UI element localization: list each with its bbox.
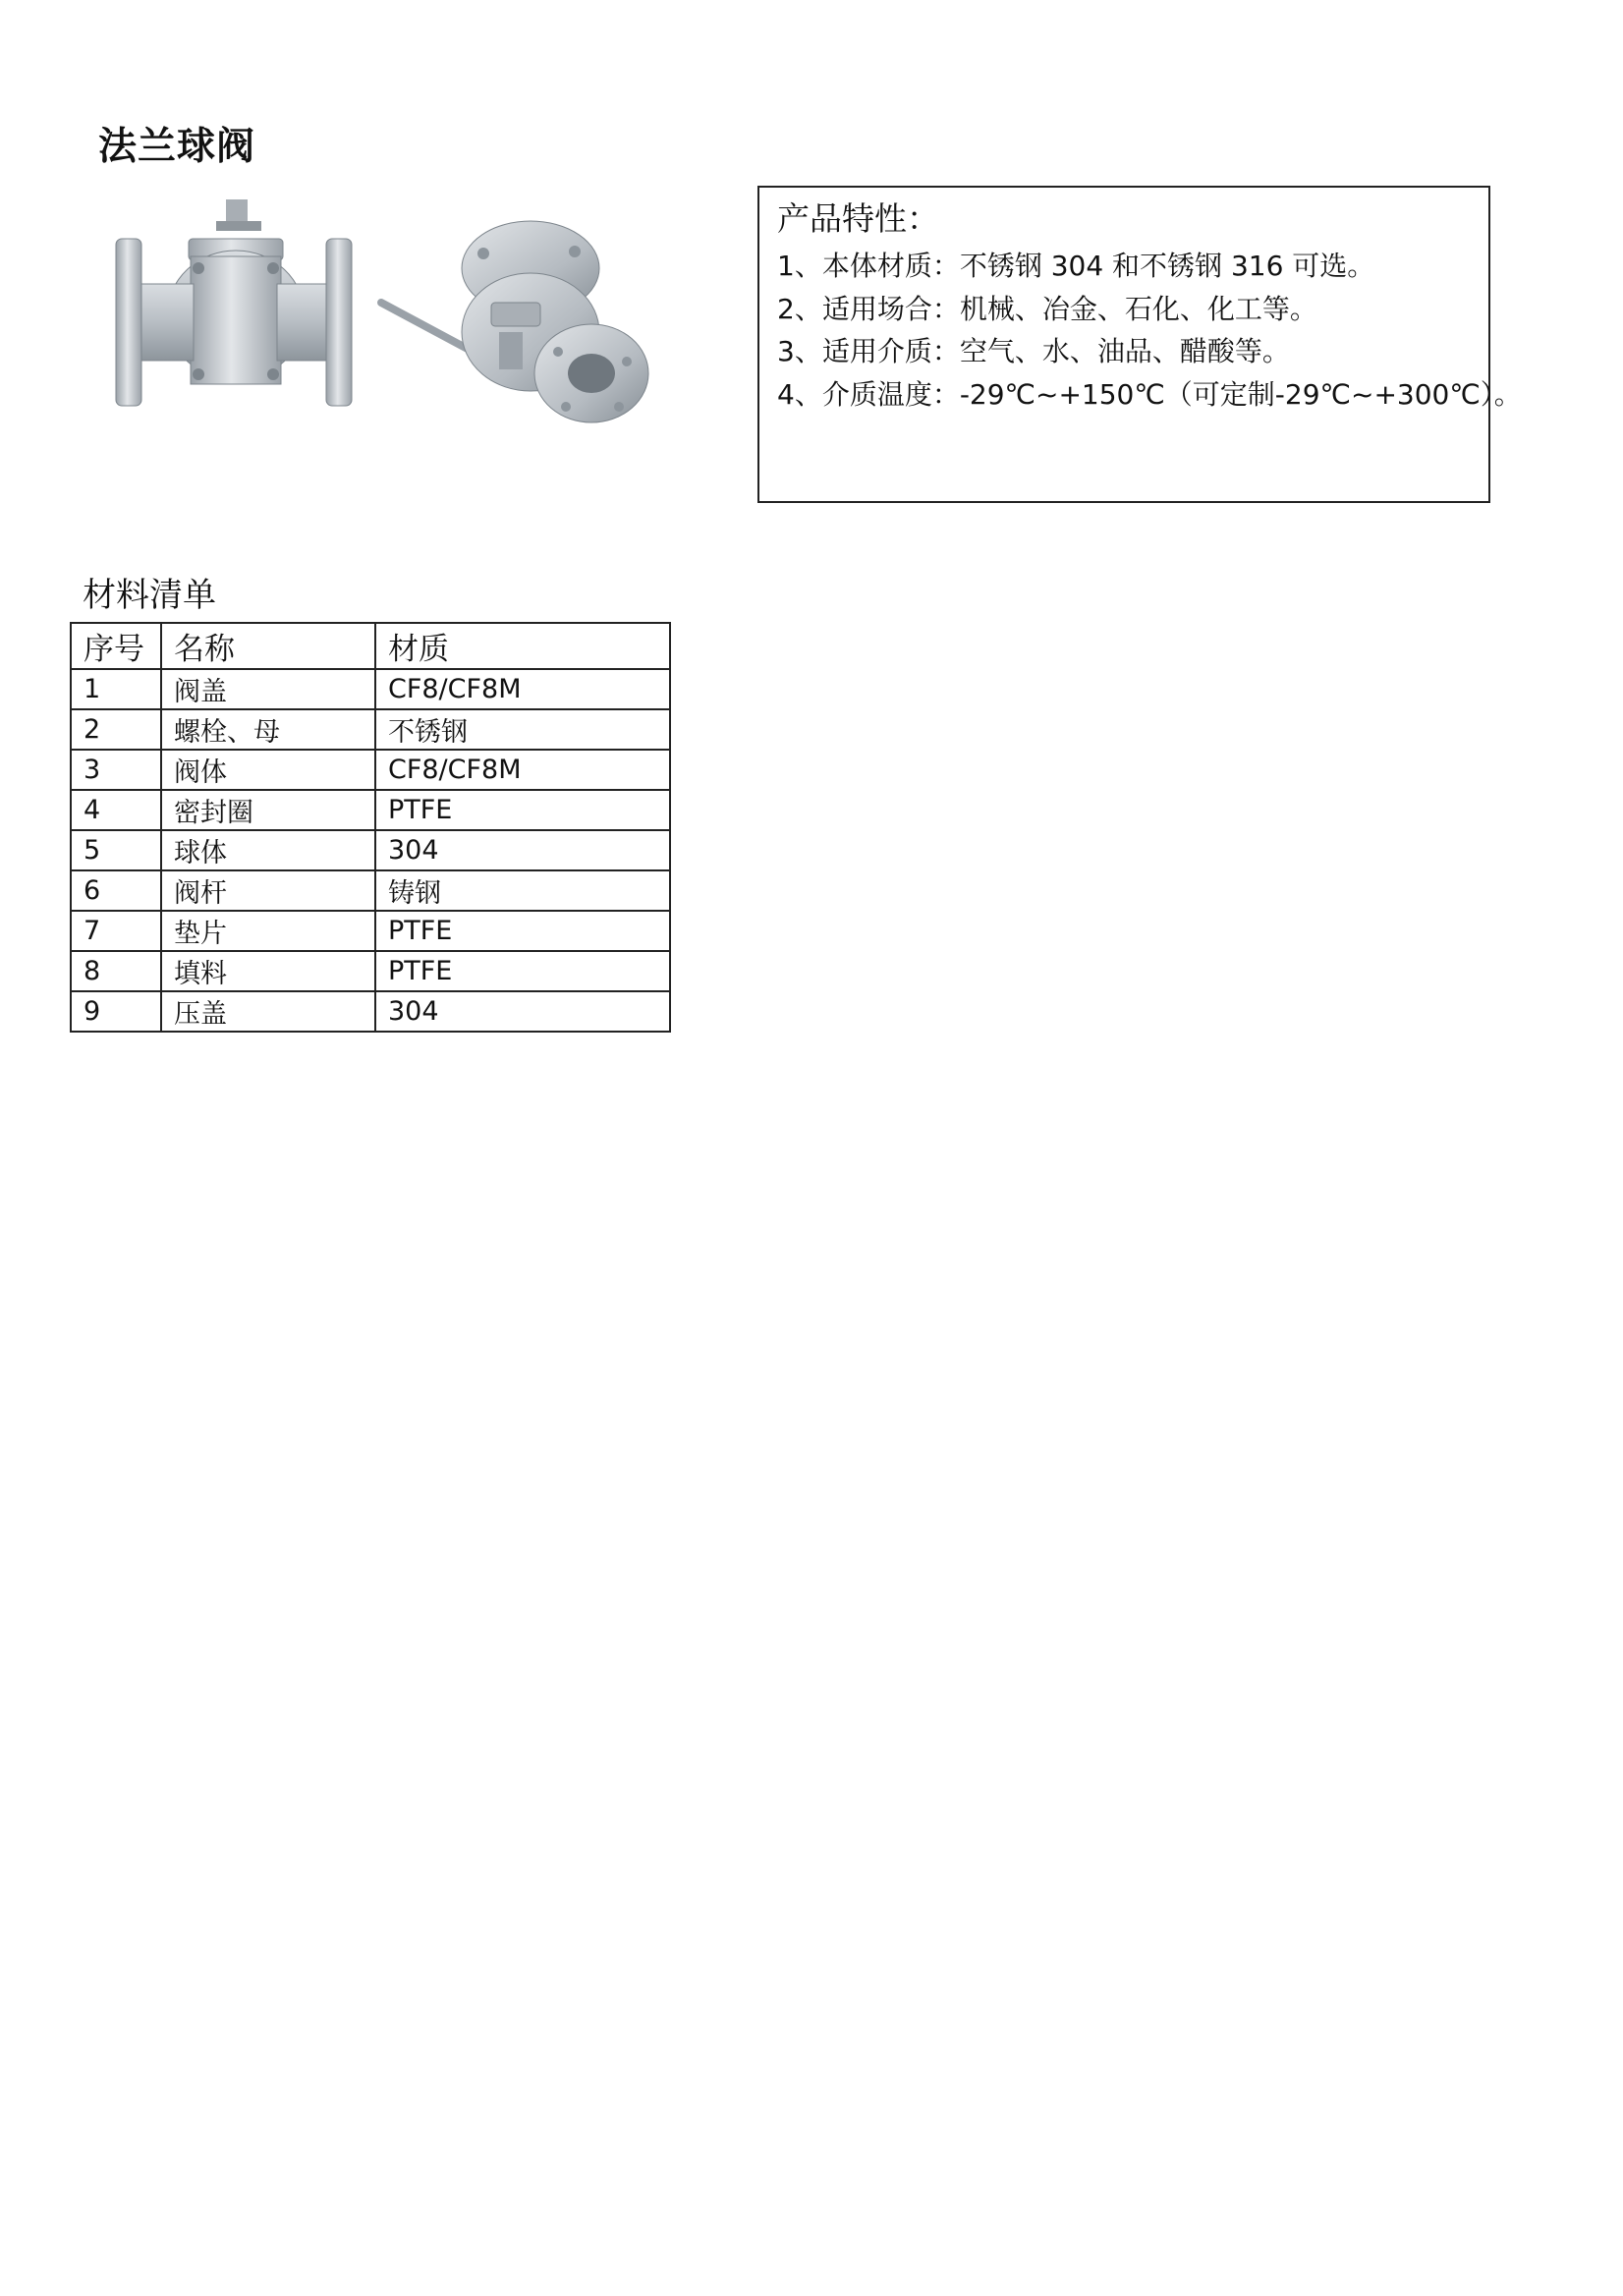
page-title: 法兰球阀 xyxy=(98,125,256,169)
row-index: 5 xyxy=(71,830,161,870)
row-material: PTFE xyxy=(375,790,670,830)
feature-item: 3、适用介质：空气、水、油品、醋酸等。 xyxy=(777,335,1290,367)
header-cell-index: 序号 xyxy=(71,623,161,669)
table-row xyxy=(71,951,670,991)
row-material: CF8/CF8M xyxy=(375,669,670,709)
table-header-row xyxy=(71,623,670,669)
row-material: 铸钢 xyxy=(375,870,670,911)
row-part-name: 填料 xyxy=(161,951,375,991)
row-index: 2 xyxy=(71,709,161,750)
row-material: 不锈钢 xyxy=(375,709,670,750)
row-part-name: 垫片 xyxy=(161,911,375,951)
valve-angled-photo xyxy=(373,214,650,425)
features-heading: 产品特性： xyxy=(777,199,939,238)
row-index: 3 xyxy=(71,750,161,790)
row-index: 1 xyxy=(71,669,161,709)
bom-table xyxy=(70,622,671,1033)
header-cell-material: 材质 xyxy=(375,623,670,669)
row-material: PTFE xyxy=(375,951,670,991)
row-material: 304 xyxy=(375,991,670,1032)
table-row xyxy=(71,911,670,951)
bom-caption: 材料清单 xyxy=(83,576,216,615)
table-row xyxy=(71,669,670,709)
row-index: 4 xyxy=(71,790,161,830)
row-index: 7 xyxy=(71,911,161,951)
row-part-name: 密封圈 xyxy=(161,790,375,830)
row-material: CF8/CF8M xyxy=(375,750,670,790)
product-features-box xyxy=(757,186,1522,503)
row-part-name: 阀盖 xyxy=(161,669,375,709)
row-index: 8 xyxy=(71,951,161,991)
header-cell-name: 名称 xyxy=(161,623,375,669)
table-row xyxy=(71,870,670,911)
table-row xyxy=(71,709,670,750)
row-material: 304 xyxy=(375,830,670,870)
table-row xyxy=(71,750,670,790)
row-index: 6 xyxy=(71,870,161,911)
table-row xyxy=(71,790,670,830)
row-part-name: 压盖 xyxy=(161,991,375,1032)
row-index: 9 xyxy=(71,991,161,1032)
valve-front-photo xyxy=(110,199,356,427)
row-part-name: 球体 xyxy=(161,830,375,870)
table-row xyxy=(71,991,670,1032)
row-part-name: 阀杆 xyxy=(161,870,375,911)
feature-item: 4、介质温度：-29℃~+150℃（可定制-29℃~+300℃）。 xyxy=(777,377,1522,411)
row-material: PTFE xyxy=(375,911,670,951)
feature-item: 1、本体材质：不锈钢 304 和不锈钢 316 可选。 xyxy=(777,250,1375,282)
row-part-name: 螺栓、母 xyxy=(161,709,375,750)
table-row xyxy=(71,830,670,870)
feature-item: 2、适用场合：机械、冶金、石化、化工等。 xyxy=(777,292,1317,325)
row-part-name: 阀体 xyxy=(161,750,375,790)
